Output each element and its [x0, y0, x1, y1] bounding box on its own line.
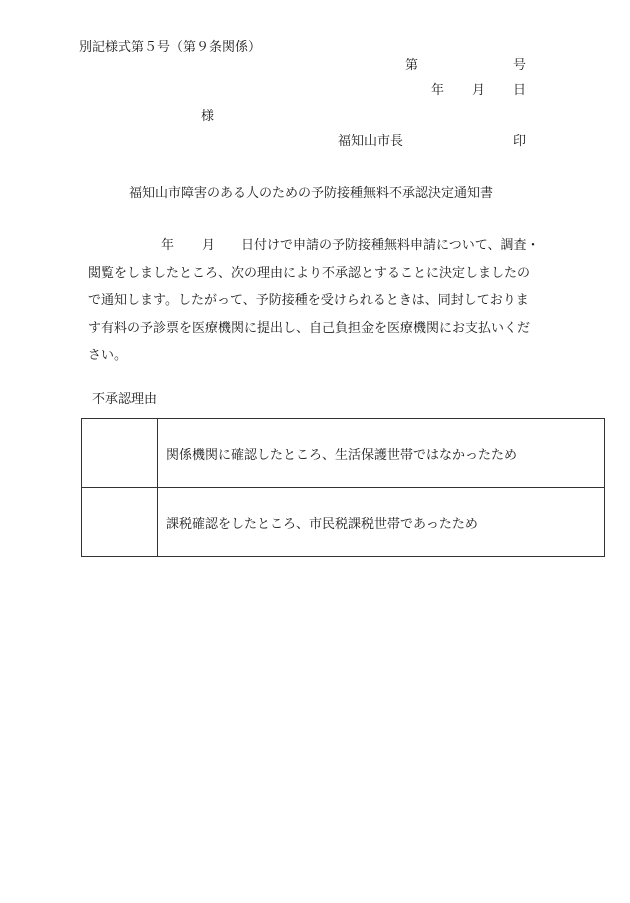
reason-text: 課税確認をしたところ、市民税課税世帯であったため [158, 488, 605, 557]
issuer-name: 福知山市長 [338, 134, 404, 149]
body-line-1 [88, 232, 558, 260]
body-year: 年 [161, 238, 175, 253]
reason-checkbox-cell[interactable] [82, 419, 158, 488]
body-first-line-rest: 日付けで申請の予防接種無料申請について、調査・ [241, 238, 540, 253]
number-prefix: 第 [405, 58, 419, 73]
document-title: 福知山市障害のある人のための予防接種無料不承認決定通知書 [129, 186, 494, 201]
date-day: 日 [513, 83, 527, 98]
date-year: 年 [431, 83, 445, 98]
reasons-heading: 不承認理由 [92, 392, 158, 407]
reason-row [82, 488, 605, 557]
number-suffix: 号 [513, 58, 527, 73]
body-line-4: す有料の予診票を医療機関に提出し、自己負担金を医療機関にお支払いくだ [88, 320, 531, 336]
body-line-2: 閲覧をしましたところ、次の理由により不承認とすることに決定しましたの [88, 265, 531, 281]
recipient-suffix: 様 [201, 109, 215, 124]
reasons-table [81, 418, 605, 557]
seal-mark: 印 [513, 134, 527, 149]
reason-checkbox-cell[interactable] [82, 488, 158, 557]
body-month: 月 [202, 238, 216, 253]
form-label: 別記様式第５号（第９条関係） [79, 40, 262, 55]
body-paragraph [88, 232, 558, 370]
date-month: 月 [472, 83, 486, 98]
body-line-3: で通知します。したがって、予防接種を受けられるときは、同封しておりま [88, 293, 529, 308]
body-line-5: さい。 [88, 348, 128, 363]
reason-text: 関係機関に確認したところ、生活保護世帯ではなかったため [158, 419, 605, 488]
reason-row [82, 419, 605, 488]
